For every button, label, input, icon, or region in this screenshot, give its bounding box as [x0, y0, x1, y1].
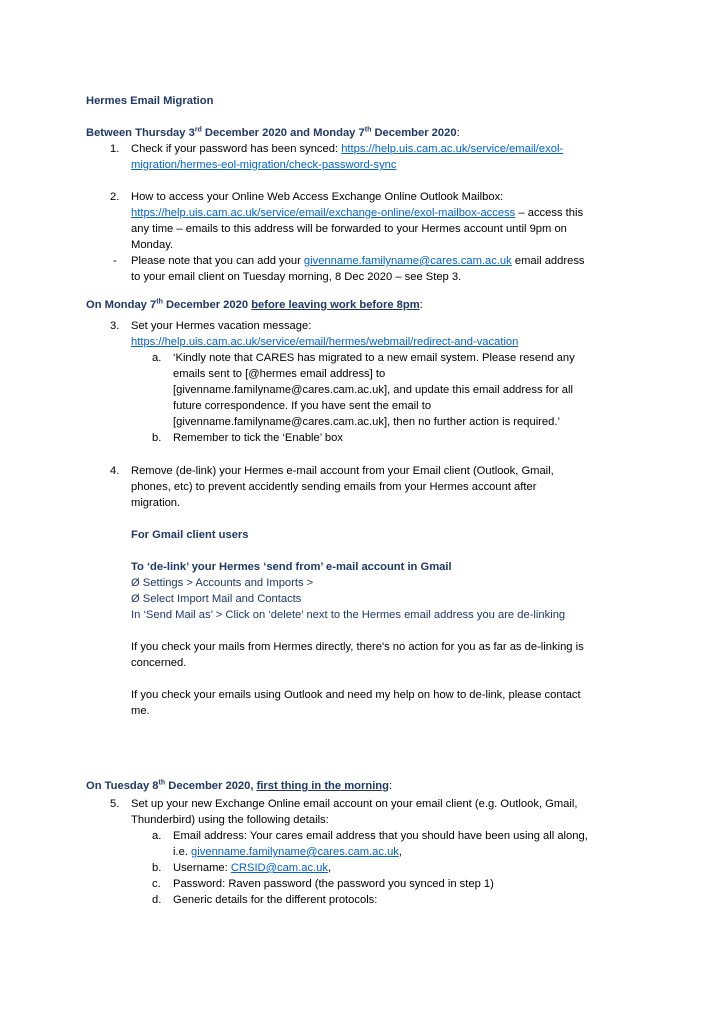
section-heading-1: Between Thursday 3rd December 2020 and Monday 7th December 2020: — [86, 126, 460, 139]
list-item-5: Set up your new Exchange Online email account on your email client (e.g. Outlook, Gmail, — [131, 798, 578, 810]
dash-item-line2: to your email client on Tuesday morning, 8 Dec 2020 – see Step 3. — [131, 271, 462, 283]
hermes-direct-note: If you check your mails from Hermes directly, there's no action for you as far as de-linking is — [131, 641, 584, 653]
crsid-link[interactable]: CRSID@cam.ac.uk — [230, 862, 328, 874]
gmail-heading: For Gmail client users — [131, 529, 249, 541]
protocols-detail: Generic details for the different protocols: — [173, 894, 378, 906]
gmail-step-1: Ø Settings > Accounts and Imports > — [131, 577, 314, 589]
list-number: 4. — [110, 465, 120, 477]
sublist-letter: b. — [152, 432, 162, 444]
username-detail: Username: CRSID@cam.ac.uk, — [173, 862, 332, 874]
list-number: 3. — [110, 320, 120, 332]
vacation-link[interactable]: https://help.uis.cam.ac.uk/service/email/hermes/webmail/redirect-and-vacation — [131, 336, 519, 348]
hermes-direct-note-line2: concerned. — [131, 657, 187, 669]
email-address-detail-line2: i.e. givenname.familyname@cares.cam.ac.uk, — [173, 846, 402, 858]
sublist-letter: c. — [152, 878, 161, 890]
vacation-message-line5: [givenname.familyname@cares.cam.ac.uk], then no further action is required.’ — [173, 416, 560, 428]
list-item-2-cont: https://help.uis.cam.ac.uk/service/email/exchange-online/exol-mailbox-access – access this — [131, 207, 584, 219]
list-number: 1. — [110, 143, 120, 155]
list-item-3-link-line — [131, 334, 518, 350]
list-item-4-line2: phones, etc) to prevent accidently sending emails from your Hermes account after — [131, 481, 537, 493]
cares-email-link[interactable]: givenname.familyname@cares.cam.ac.uk — [191, 846, 399, 858]
vacation-message-line2: emails sent to [@hermes email address] to — [173, 368, 386, 380]
list-item-4-line3: migration. — [131, 497, 181, 509]
section-heading-2: On Monday 7th December 2020 before leaving work before 8pm: — [86, 298, 423, 311]
list-number: 5. — [110, 798, 120, 810]
vacation-message-line4: future correspondence. If you have sent the email to — [173, 400, 432, 412]
dash-item: Please note that you can add your givenname.familyname@cares.cam.ac.uk email address — [131, 255, 585, 267]
password-detail: Password: Raven password (the password you synced in step 1) — [173, 878, 494, 890]
list-item-3: Set your Hermes vacation message: — [131, 320, 312, 332]
list-item-2-line4: Monday. — [131, 239, 174, 251]
list-item-1: Check if your password has been synced: https://help.uis.cam.ac.uk/service/email/exol- — [131, 143, 564, 155]
section-heading-3: On Tuesday 8th December 2020, first thing in the morning: — [86, 779, 393, 792]
vacation-message-line1: ‘Kindly note that CARES has migrated to a new email system. Please resend any — [173, 352, 575, 364]
outlook-help-note: If you check your emails using Outlook and need my help on how to de-link, please contact — [131, 689, 581, 701]
gmail-step-3: In ‘Send Mail as’ > Click on ‘delete’ next to the Hermes email address you are de-linking — [131, 609, 566, 621]
outlook-help-note-line2: me. — [131, 705, 150, 717]
mailbox-access-link[interactable]: https://help.uis.cam.ac.uk/service/email/exchange-online/exol-mailbox-access — [131, 207, 516, 219]
sublist-letter: a. — [152, 830, 162, 842]
list-item-2-line3: any time – emails to this address will be forwarded to your Hermes account until 9pm on — [131, 223, 567, 235]
document-title: Hermes Email Migration — [86, 95, 214, 107]
sublist-letter: d. — [152, 894, 162, 906]
delink-heading: To ‘de-link’ your Hermes ‘send from’ e-mail account in Gmail — [131, 561, 452, 573]
vacation-message-line3: [givenname.familyname@cares.cam.ac.uk], and update this email address for all — [173, 384, 574, 396]
dash-bullet: - — [113, 255, 117, 267]
enable-box-note: Remember to tick the ‘Enable’ box — [173, 432, 343, 444]
gmail-step-2: Ø Select Import Mail and Contacts — [131, 593, 302, 605]
check-password-link[interactable]: https://help.uis.cam.ac.uk/service/email/exol- — [341, 143, 564, 155]
list-item-4: Remove (de-link) your Hermes e-mail account from your Email client (Outlook, Gmail, — [131, 465, 554, 477]
email-address-link[interactable]: givenname.familyname@cares.cam.ac.uk — [303, 255, 512, 267]
sublist-letter: b. — [152, 862, 162, 874]
list-item-2: How to access your Online Web Access Exchange Online Outlook Mailbox: — [131, 191, 504, 203]
sublist-letter: a. — [152, 352, 162, 364]
list-number: 2. — [110, 191, 120, 203]
list-item-1-cont — [131, 157, 397, 173]
check-password-link-cont[interactable]: migration/hermes-eol-migration/check-password-sync — [131, 159, 397, 171]
email-address-detail: Email address: Your cares email address that you should have been using all along, — [173, 830, 588, 842]
list-item-5-line2: Thunderbird) using the following details: — [131, 814, 329, 826]
